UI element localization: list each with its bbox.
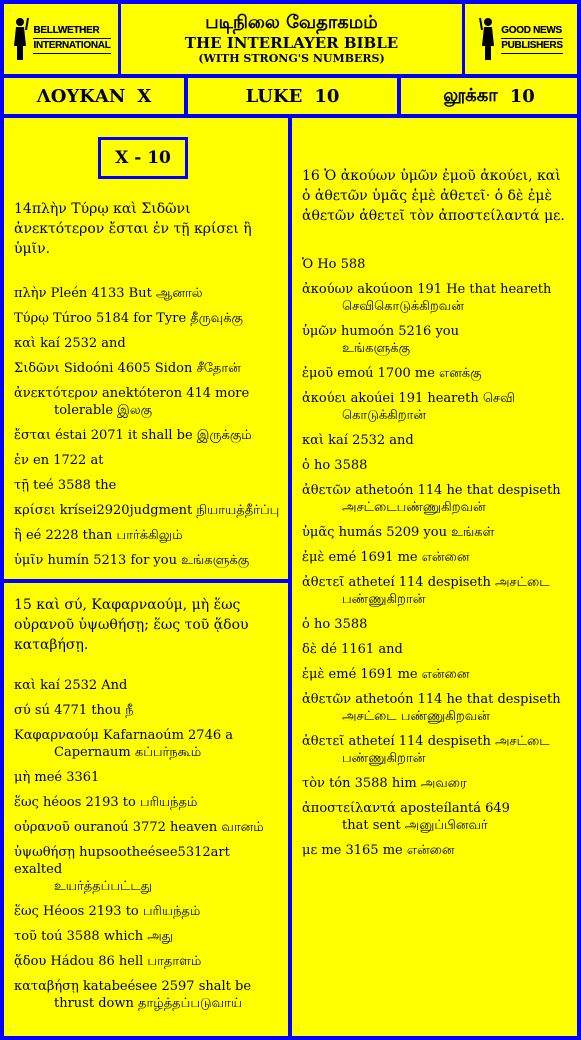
title-tamil: படிநிலை வேதாகமம் xyxy=(205,12,378,33)
word-gloss: krísei2920judgment நியாயத்தீர்ப்பு xyxy=(59,503,280,518)
word-gloss-continued: பண்ணுகிறான் xyxy=(342,751,426,766)
word-entry xyxy=(14,527,280,544)
word-gloss: ho 3588 xyxy=(313,458,368,473)
figure-icon xyxy=(479,16,497,62)
word-gloss-continued: tolerable இலகு xyxy=(54,403,153,418)
word-gloss-continued: செவிகொடுக்கிறவன் xyxy=(342,299,464,314)
title-subtitle: (WITH STRONG'S NUMBERS) xyxy=(198,52,385,65)
word-entry xyxy=(302,691,568,725)
book-greek-chapter: X xyxy=(137,85,152,107)
word-gloss: atheteí 114 despiseth அசட்டை xyxy=(348,575,550,590)
greek-word: ἐμὲ xyxy=(302,667,325,682)
greek-word: ὁ xyxy=(302,458,310,473)
word-entry xyxy=(14,285,280,302)
word-gloss: anektóteron 414 more xyxy=(102,386,250,401)
word-entry xyxy=(302,390,568,424)
word-entry xyxy=(14,727,280,761)
greek-word: Τύρῳ xyxy=(14,311,49,326)
greek-word: ὁ xyxy=(302,617,310,632)
word-entry xyxy=(302,800,568,834)
greek-word: ἐμὲ xyxy=(302,550,325,565)
greek-word: δὲ xyxy=(302,642,317,657)
word-gloss: akoúoon 191 He that heareth xyxy=(357,282,552,297)
word-gloss: kaí 2532 and xyxy=(328,433,414,448)
verse-15-text: 15 καὶ σύ, Καφαρναούμ, μὴ ἕως οὐρανοῦ ὑψωθήσῃ; ἕως τοῦ ᾅδου καταβήσῃ. xyxy=(14,597,249,653)
word-entry xyxy=(302,432,568,449)
logo-line-1: BELLWETHER xyxy=(33,24,110,39)
greek-word: Καφαρναούμ xyxy=(14,728,99,743)
word-gloss: eé 2228 than பார்க்கிலும் xyxy=(25,528,183,543)
greek-word: καὶ xyxy=(14,678,37,693)
book-english-name: LUKE xyxy=(245,85,303,107)
word-gloss-continued: உயர்த்தப்பட்டது xyxy=(54,879,152,894)
word-entry xyxy=(14,928,280,945)
word-gloss: me 3165 me என்னை xyxy=(321,843,455,858)
book-greek xyxy=(4,78,184,114)
greek-word: ἀθετῶν xyxy=(302,692,352,707)
greek-word: με xyxy=(302,843,318,858)
verse-badge: X - 10 xyxy=(98,137,188,179)
word-gloss: Túroo 5184 for Tyre தீருவுக்கு xyxy=(52,311,244,326)
word-gloss: dé 1161 and xyxy=(320,642,403,657)
figure-icon xyxy=(11,16,29,62)
bellwether-logo xyxy=(4,4,118,74)
greek-word: ἀθετεῖ xyxy=(302,575,345,590)
logo-line-2: PUBLISHERS xyxy=(501,39,562,54)
word-gloss: emoú 1700 me எனக்கு xyxy=(337,366,482,381)
verse-14-column xyxy=(14,199,280,577)
word-gloss: Hádou 86 hell பாதாளம் xyxy=(50,954,202,969)
word-gloss: atheteí 114 despiseth அசட்டை xyxy=(348,734,550,749)
word-entry xyxy=(302,524,568,541)
word-gloss-continued: பண்ணுகிறான் xyxy=(342,592,426,607)
word-gloss: en 1722 at xyxy=(33,453,104,468)
word-entry xyxy=(14,427,280,444)
greek-word: σύ xyxy=(14,703,31,718)
word-gloss-continued: Capernaum கப்பர்நகூம் xyxy=(54,745,202,760)
word-gloss: hupsootheésee5312art exalted xyxy=(14,845,230,877)
word-gloss: akoúei 191 heareth செவி xyxy=(350,391,515,406)
word-gloss: emé 1691 me என்னை xyxy=(328,550,470,565)
word-gloss: humás 5209 you உங்கள் xyxy=(338,525,495,540)
greek-word: καταβήσῃ xyxy=(14,979,79,994)
word-gloss: athetoón 114 he that despiseth xyxy=(355,692,561,707)
word-gloss-continued: அசட்டை பண்ணுகிறவன் xyxy=(342,709,490,724)
logo-line-1: GOOD NEWS xyxy=(501,24,562,39)
word-gloss: aposteílantá 649 xyxy=(400,801,510,816)
book-tamil-name: லூக்கா xyxy=(443,84,498,106)
word-entry xyxy=(14,310,280,327)
word-entry xyxy=(302,281,568,315)
logo-line-2: INTERNATIONAL xyxy=(33,39,110,54)
word-entry xyxy=(302,641,568,658)
greek-word: τοῦ xyxy=(14,929,37,944)
word-gloss-continued: கொடுக்கிறான் xyxy=(342,408,427,423)
word-gloss: humoón 5216 you xyxy=(341,324,459,339)
greek-word: ἀθετῶν xyxy=(302,483,352,498)
word-gloss: toú 3588 which அது xyxy=(41,929,173,944)
word-entry xyxy=(14,677,280,694)
word-entry xyxy=(302,775,568,792)
title-english: THE INTERLAYER BIBLE xyxy=(184,34,399,52)
word-gloss: ouranoú 3772 heaven வானம் xyxy=(73,820,264,835)
word-gloss: teé 3588 the xyxy=(33,478,117,493)
greek-word: ὑμῶν xyxy=(302,324,337,339)
word-gloss: emé 1691 me என்னை xyxy=(328,667,470,682)
word-gloss: kaí 2532 And xyxy=(40,678,128,693)
word-entry xyxy=(14,552,280,569)
greek-word: ἐν xyxy=(14,453,29,468)
word-gloss: Kafarnaoúm 2746 a xyxy=(103,728,234,743)
greek-word: ἔσται xyxy=(14,428,51,443)
book-english xyxy=(188,78,397,114)
word-entry xyxy=(302,549,568,566)
greek-word: Σιδῶνι xyxy=(14,361,60,376)
word-entry xyxy=(14,702,280,719)
good-news-logo xyxy=(465,4,577,74)
greek-word: ἀκούων xyxy=(302,282,354,297)
greek-word: ἀνεκτότερον xyxy=(14,386,98,401)
greek-word: ἕως xyxy=(14,795,39,810)
word-entry xyxy=(14,903,280,920)
word-gloss: tón 3588 him அவரை xyxy=(329,776,467,791)
book-tamil-chapter: 10 xyxy=(509,85,535,107)
greek-word: Ὁ xyxy=(302,257,314,272)
greek-word: πλὴν xyxy=(14,286,47,301)
greek-word: ἀθετεῖ xyxy=(302,734,345,749)
word-entry xyxy=(14,819,280,836)
word-entry xyxy=(302,482,568,516)
word-entry xyxy=(14,769,280,786)
verse-14-text: 14πλὴν Τύρῳ καὶ Σιδῶνι ἀνεκτότερον ἔσται ἐν τῇ κρίσει ἢ ὑμῖν. xyxy=(14,201,252,257)
word-entry xyxy=(302,842,568,859)
greek-word: κρίσει xyxy=(14,503,56,518)
word-entry xyxy=(302,365,568,382)
word-entry xyxy=(302,574,568,608)
word-entry xyxy=(14,477,280,494)
book-tamil xyxy=(401,78,577,114)
word-gloss: meé 3361 xyxy=(34,770,100,785)
greek-word: ἀποστείλαντά xyxy=(302,801,396,816)
greek-word: καὶ xyxy=(14,336,37,351)
word-gloss: athetoón 114 he that despiseth xyxy=(355,483,561,498)
greek-word: ἢ xyxy=(14,528,22,543)
word-entry xyxy=(302,616,568,633)
book-english-chapter: 10 xyxy=(314,85,340,107)
word-entry xyxy=(302,457,568,474)
word-gloss-continued: உங்களுக்கு xyxy=(342,341,411,356)
greek-word: ὑμῖν xyxy=(14,553,44,568)
greek-word: τῇ xyxy=(14,478,29,493)
word-gloss: kaí 2532 and xyxy=(40,336,126,351)
word-entry xyxy=(302,666,568,683)
greek-word: καὶ xyxy=(302,433,325,448)
verse-15-column xyxy=(14,595,280,1020)
word-entry xyxy=(302,733,568,767)
greek-word: ὑμᾶς xyxy=(302,525,335,540)
word-gloss: héoos 2193 to பரியந்தம் xyxy=(43,795,198,810)
word-gloss: sú 4771 thou நீ xyxy=(34,703,134,718)
greek-word: μὴ xyxy=(14,770,31,785)
word-entry xyxy=(14,360,280,377)
word-entry xyxy=(14,335,280,352)
word-entry xyxy=(14,844,280,895)
word-entry xyxy=(14,978,280,1012)
word-entry xyxy=(14,385,280,419)
word-gloss: Sidoóni 4605 Sidon சீதோன் xyxy=(63,361,241,376)
word-entry xyxy=(302,256,568,273)
word-gloss: Héoos 2193 to பரியந்தம் xyxy=(43,904,201,919)
word-entry xyxy=(14,953,280,970)
word-gloss-continued: அசட்டைபண்ணுகிறவன் xyxy=(342,500,486,515)
greek-word: οὐρανοῦ xyxy=(14,820,70,835)
word-gloss: katabeésee 2597 shalt be xyxy=(82,979,252,994)
greek-word: ᾅδου xyxy=(14,954,47,969)
word-gloss: Ho 588 xyxy=(317,257,366,272)
word-entry xyxy=(14,794,280,811)
word-gloss: Pleén 4133 But ஆனால் xyxy=(50,286,203,301)
word-entry xyxy=(14,502,280,519)
greek-word: ἀκούει xyxy=(302,391,347,406)
book-greek-name: ΛΟΥΚΑΝ xyxy=(36,85,126,107)
greek-word: ἐμοῦ xyxy=(302,366,334,381)
greek-word: τὸν xyxy=(302,776,325,791)
word-entry xyxy=(14,452,280,469)
title-block xyxy=(121,4,462,74)
verse-16-text: 16 Ὁ ἀκούων ὑμῶν ἐμοῦ ἀκούει, καὶ ὁ ἀθετῶν ὑμᾶς ἐμὲ ἀθετεῖ· ὁ δὲ ἐμὲ ἀθετῶν ἀθετεῖ τὸν ἀποστείλαντά με. xyxy=(302,168,565,224)
word-gloss: humín 5213 for you உங்களுக்கு xyxy=(47,553,250,568)
word-gloss: éstai 2071 it shall be இருக்கும் xyxy=(55,428,252,443)
greek-word: ὑψωθήσῃ xyxy=(14,845,75,860)
word-gloss: ho 3588 xyxy=(313,617,368,632)
word-entry xyxy=(302,323,568,357)
word-gloss-continued: that sent அனுப்பினவர் xyxy=(342,818,488,833)
greek-word: ἕως xyxy=(14,904,39,919)
verse-16-column xyxy=(302,166,568,867)
word-gloss-continued: thrust down தாழ்த்தப்படுவாய் xyxy=(54,996,242,1011)
